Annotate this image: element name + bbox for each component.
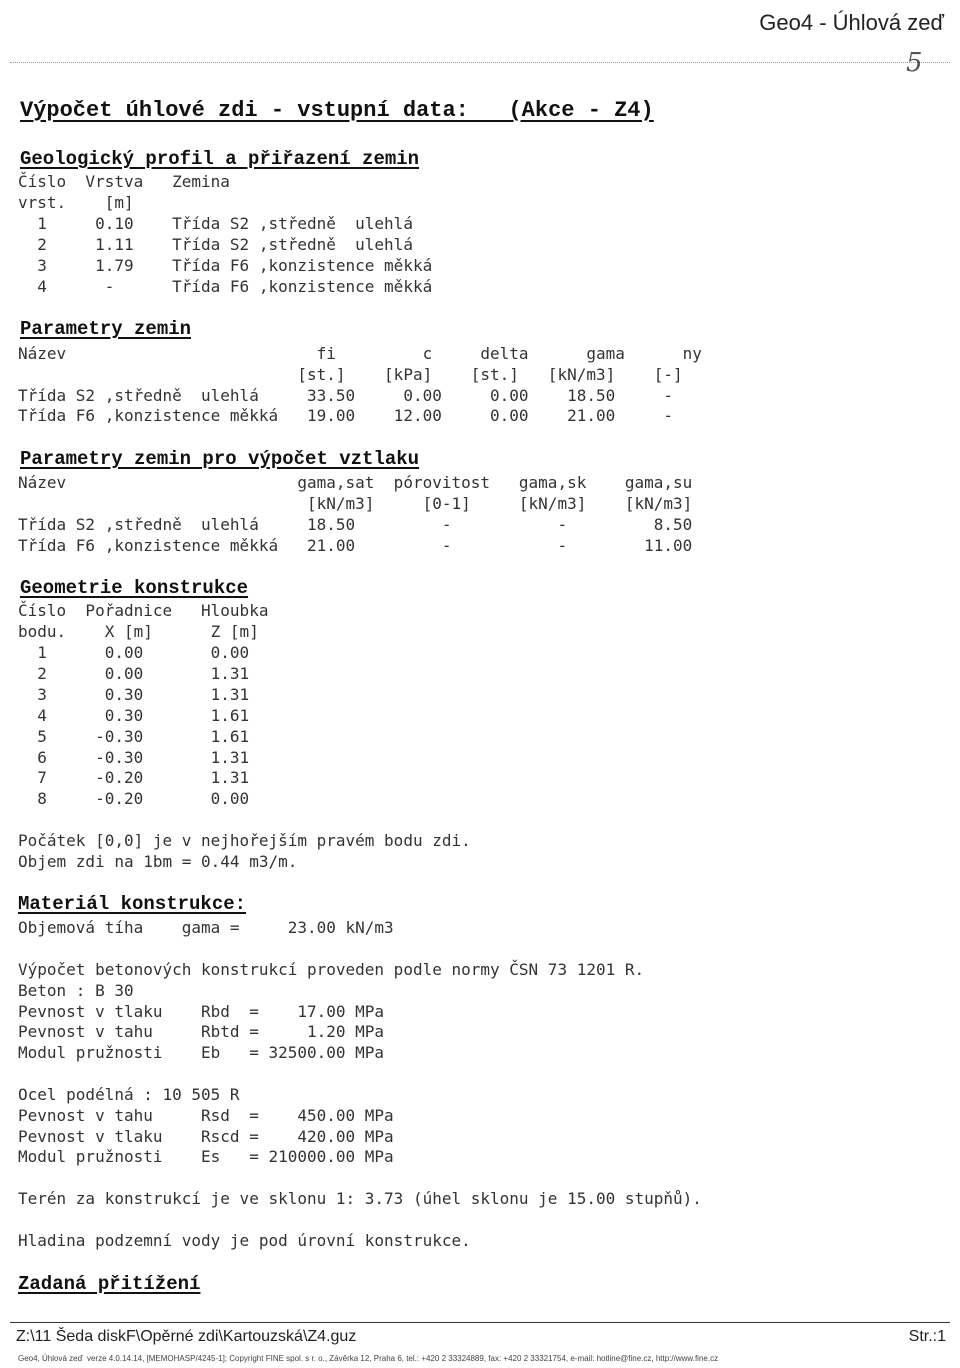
geo-profile-header-2: vrst. [m] xyxy=(18,193,134,212)
buoyancy-params-row: Třída S2 ,středně ulehlá 18.50 - - 8.50 xyxy=(18,515,693,534)
geo-profile-row: 3 1.79 Třída F6 ,konzistence měkká xyxy=(18,256,433,275)
concrete-property-row: Pevnost v tlaku Rbd = 17.00 MPa xyxy=(18,1002,385,1021)
handwritten-page-mark: 5 xyxy=(906,48,923,78)
soil-params-header-1: Název fi c delta gama ny xyxy=(18,344,702,363)
footer-page-number: Str.:1 xyxy=(908,1328,946,1345)
soil-params-row: Třída F6 ,konzistence měkká 19.00 12.00 0.00 21.00 - xyxy=(18,406,674,425)
steel-property-row: Modul pružnosti Es = 210000.00 MPa xyxy=(18,1147,394,1166)
soil-params-row: Třída S2 ,středně ulehlá 33.50 0.00 0.00 18.50 - xyxy=(18,386,674,405)
section-heading-soil-params: Parametry zemin xyxy=(20,318,192,340)
geometry-note-origin: Počátek [0,0] je v nejhořejším pravém bodu zdi. xyxy=(18,831,471,850)
geometry-row: 7 -0.20 1.31 xyxy=(18,768,250,787)
geometry-row: 4 0.30 1.61 xyxy=(18,706,250,725)
buoyancy-params-header-2: [kN/m3] [0-1] [kN/m3] [kN/m3] xyxy=(18,494,693,513)
geometry-note-volume: Objem zdi na 1bm = 0.44 m3/m. xyxy=(18,852,298,871)
footer-rule xyxy=(10,1322,950,1323)
geo-profile-row: 1 0.10 Třída S2 ,středně ulehlá xyxy=(18,214,413,233)
header-title: Geo4 - Úhlová zeď xyxy=(759,10,944,35)
buoyancy-params-row: Třída F6 ,konzistence měkká 21.00 - - 11.00 xyxy=(18,536,693,555)
material-calc-note: Výpočet betonových konstrukcí proveden podle normy ČSN 73 1201 R. xyxy=(18,960,645,979)
terrain-note: Terén za konstrukcí je ve sklonu 1: 3.73 (úhel sklonu je 15.00 stupňů). xyxy=(18,1189,702,1208)
section-heading-geometry: Geometrie konstrukce xyxy=(20,577,249,599)
water-note: Hladina podzemní vody je pod úrovní konstrukce. xyxy=(18,1231,471,1250)
geo-profile-header-1: Číslo Vrstva Zemina xyxy=(18,172,230,191)
geometry-row: 3 0.30 1.31 xyxy=(18,685,250,704)
concrete-property-row: Modul pružnosti Eb = 32500.00 MPa xyxy=(18,1043,385,1062)
document-title: Výpočet úhlové zdi - vstupní data: (Akce - Z4) xyxy=(20,98,654,123)
material-weight: Objemová tíha gama = 23.00 kN/m3 xyxy=(18,918,394,937)
steel-property-row: Pevnost v tahu Rsd = 450.00 MPa xyxy=(18,1106,394,1125)
section-heading-buoyancy-params: Parametry zemin pro výpočet vztlaku xyxy=(20,448,420,470)
section-heading-loads: Zadaná přitížení xyxy=(18,1273,201,1295)
material-concrete-class: Beton : B 30 xyxy=(18,981,134,1000)
geometry-row: 1 0.00 0.00 xyxy=(18,643,250,662)
steel-property-row: Pevnost v tlaku Rscd = 420.00 MPa xyxy=(18,1127,394,1146)
geo-profile-row: 4 - Třída F6 ,konzistence měkká xyxy=(18,277,433,296)
geometry-row: 8 -0.20 0.00 xyxy=(18,789,250,808)
geometry-row: 6 -0.30 1.31 xyxy=(18,748,250,767)
geometry-row: 5 -0.30 1.61 xyxy=(18,727,250,746)
buoyancy-params-header-1: Název gama,sat pórovitost gama,sk gama,su xyxy=(18,473,693,492)
material-steel-class: Ocel podélná : 10 505 R xyxy=(18,1085,240,1104)
geometry-header-1: Číslo Pořadnice Hloubka xyxy=(18,601,269,620)
concrete-property-row: Pevnost v tahu Rbtd = 1.20 MPa xyxy=(18,1022,385,1041)
section-heading-geo-profile: Geologický profil a přiřazení zemin xyxy=(20,148,420,170)
footer-file-path: Z:\11 Šeda diskF\Opěrné zdi\Kartouzská\Z4.guz xyxy=(16,1328,357,1345)
geo-profile-row: 2 1.11 Třída S2 ,středně ulehlá xyxy=(18,235,413,254)
footer-copyright: Geo4, Úhlová zeď verze 4.0.14.14, [MEMOHASP/4245-1]; Copyright FINE spol. s r. o., Závěrka 12, Praha 6, tel.: +420 2 33324889, fax: +420 2 33321754, e-mail: hotline@fine.cz, http://www.fine.cz xyxy=(18,1354,719,1363)
geometry-header-2: bodu. X [m] Z [m] xyxy=(18,622,259,641)
header-rule xyxy=(10,62,950,63)
section-heading-material: Materiál konstrukce: xyxy=(18,893,247,915)
soil-params-header-2: [st.] [kPa] [st.] [kN/m3] [-] xyxy=(18,365,683,384)
geometry-row: 2 0.00 1.31 xyxy=(18,664,250,683)
